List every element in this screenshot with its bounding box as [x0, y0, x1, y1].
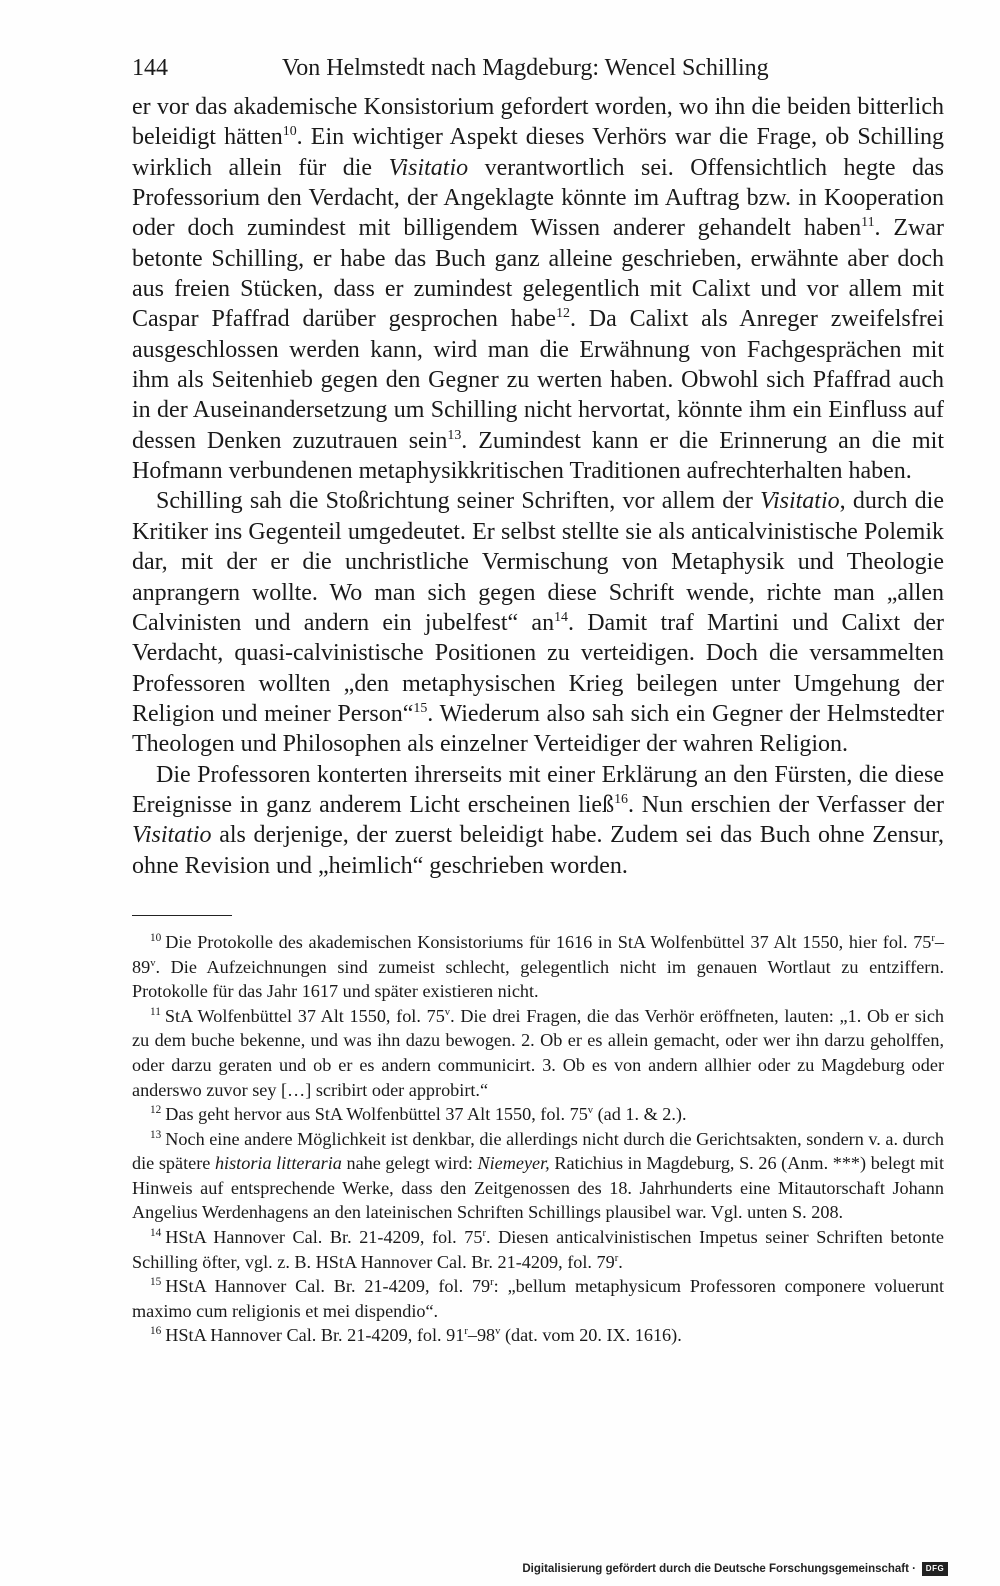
- footnote-ref-10[interactable]: 10: [282, 124, 297, 140]
- text-run: Ratichius in Magdeburg, S. 26 (Anm. ***) belegt mit Hinweis auf entsprechende Werke, dass den Zeitgenossen des 18. Jahrhunderts eine Mitautorschaft Johann Angelius Werdenhagens an den lateinischen Schriften Schillings plausibel war. Vgl. unten S. 208.: [132, 1153, 945, 1223]
- footnote-divider: [132, 915, 232, 916]
- footnote-14: [132, 1225, 944, 1274]
- text-run: .: [618, 1251, 623, 1272]
- text-run: –89: [132, 931, 944, 977]
- footnote-16: [132, 1323, 944, 1348]
- footnote-number: 15: [150, 1276, 162, 1289]
- folio-side: v: [587, 1105, 594, 1117]
- book-page: [132, 52, 944, 1348]
- text-run: Noch eine andere Möglichkeit ist denkbar, die allerdings nicht durch die Gerichtsakten, sondern v. a. durch die spätere: [132, 1128, 944, 1174]
- italic-title: Visitatio: [132, 822, 212, 849]
- text-run: –98: [467, 1325, 496, 1346]
- text-run: Das geht hervor aus StA Wolfenbüttel 37 Alt 1550, fol. 75: [165, 1104, 588, 1125]
- text-run: , durch die Kritiker ins Gegenteil umgedeutet. Er selbst stellte sie als anticalvinistische Polemik dar, mit der er die unchristliche Vermischung von Metaphysik und Theologie anprangern wollte. Wo man sich gegen diese Schrift wende, richte man „allen Calvinisten und andern ein jubelfest“ an: [132, 488, 945, 636]
- text-run: . Ein wichtiger Aspekt dieses Verhörs war die Frage, ob Schilling wirklich allein für die: [132, 124, 945, 181]
- footnote-number: 10: [150, 931, 162, 944]
- text-run: HStA Hannover Cal. Br. 21-4209, fol. 91: [165, 1325, 465, 1346]
- running-head: [132, 52, 944, 92]
- text-run: . Nun erschien der Verfasser der: [628, 791, 944, 818]
- folio-side: r: [614, 1252, 619, 1264]
- digitization-credit: [522, 1562, 948, 1576]
- footnote-number: 16: [150, 1325, 162, 1338]
- footnote-15: [132, 1274, 944, 1323]
- text-run: verantwortlich sei. Offensichtlich hegte das Professorium den Verdacht, der Angeklagte könnte im Auftrag bzw. in Kooperation oder doch zumindest mit billigendem Wissen anderer gehandelt haben: [132, 154, 945, 242]
- text-run: als derjenige, der zuerst beleidigt habe. Zudem sei das Buch ohne Zensur, ohne Revision und „heimlich“ geschrieben worden.: [132, 822, 944, 879]
- footnote-number: 12: [150, 1104, 162, 1117]
- footnote-ref-11[interactable]: 11: [861, 215, 875, 231]
- footnote-number: 11: [150, 1005, 161, 1018]
- footnote-ref-14[interactable]: 14: [554, 609, 568, 625]
- footnote-11: [132, 1004, 944, 1102]
- folio-side: v: [495, 1326, 501, 1338]
- running-title: Von Helmstedt nach Magdeburg: Wencel Schilling: [282, 55, 769, 81]
- paragraph-1: [132, 92, 944, 486]
- paragraph-3: [132, 760, 944, 881]
- footnote-ref-16[interactable]: 16: [614, 791, 628, 807]
- footnote-ref-13[interactable]: 13: [447, 427, 462, 443]
- text-run: Die Professoren konterten ihrerseits mit einer Erklärung an den Fürsten, die diese Ereignisse in ganz anderem Licht erscheinen ließ: [132, 761, 944, 818]
- text-run: er vor das akademische Konsistorium gefordert worden, wo ihn die beiden bitterlich beleidigt hätten: [132, 94, 944, 151]
- text-run: (ad 1. & 2.).: [593, 1104, 687, 1125]
- footnote-ref-12[interactable]: 12: [556, 306, 570, 322]
- body-text: [132, 92, 944, 881]
- italic-author: Niemeyer,: [477, 1153, 550, 1174]
- text-run: . Da Calixt als Anreger zweifelsfrei ausgeschlossen werden kann, wird man die Erwähnung von Fachgesprächen mit ihm als Seitenhieb gegen den Gegner zu werten haben. Obwohl sich Pfaffrad auch in der Auseinandersetzung um Schilling nicht hervortat, könnte ihm ein Einfluss auf dessen Denken zuzutrauen sein: [132, 306, 945, 454]
- footnote-12: [132, 1102, 944, 1127]
- text-run: HStA Hannover Cal. Br. 21-4209, fol. 75: [165, 1227, 483, 1248]
- text-run: . Zumindest kann er die Erinnerung an die mit Hofmann verbundenen metaphysikkritischen Traditionen aufrechterhalten haben.: [132, 427, 944, 485]
- italic-title: Visitatio: [760, 488, 840, 515]
- text-run: : „bellum metaphysicum Professoren componere voluerunt maximo cum religionis et mei dispendio“.: [132, 1276, 945, 1321]
- digitization-text: Digitalisierung gefördert durch die Deutsche Forschungsgemeinschaft ·: [522, 1563, 916, 1575]
- text-run: StA Wolfenbüttel 37 Alt 1550, fol. 75: [164, 1005, 445, 1026]
- italic-title: Visitatio: [388, 154, 469, 181]
- footnotes: [132, 930, 944, 1348]
- folio-side: v: [150, 957, 156, 969]
- footnote-number: 13: [150, 1128, 162, 1141]
- paragraph-2: [132, 486, 944, 759]
- folio-side: r: [464, 1326, 468, 1338]
- folio-side: r: [931, 932, 935, 944]
- footnote-number: 14: [150, 1227, 162, 1239]
- text-run: . Damit traf Martini und Calixt der Verdacht, quasi-calvinistische Positionen zu verteidigen. Doch die versammelten Professoren wollten „den metaphysischen Krieg beilegen unter Umgehung der Religion und meiner Person“: [132, 609, 944, 727]
- text-run: . Wiederum also sah sich ein Gegner der Helmstedter Theologen und Philosophen als einzelner Verteidiger der wahren Religion.: [132, 700, 945, 758]
- text-run: HStA Hannover Cal. Br. 21-4209, fol. 79: [165, 1276, 491, 1297]
- dfg-logo-icon: DFG: [922, 1562, 948, 1576]
- text-run: (dat. vom 20. IX. 1616).: [500, 1325, 682, 1346]
- folio-side: r: [490, 1277, 494, 1289]
- text-run: . Zwar betonte Schilling, er habe das Buch ganz alleine geschrieben, erwähnte aber doch aus freien Stücken, dass er zumindest gelegentlich mit Calixt und vor allem mit Caspar Pfaffrad darüber gesprochen habe: [132, 215, 945, 333]
- text-run: . Die Aufzeichnungen sind zumeist schlecht, gelegentlich nicht im genauen Wortlaut zu entziffern. Protokolle für das Jahr 1617 und später existieren nicht.: [132, 956, 944, 1002]
- text-run: Die Protokolle des akademischen Konsistoriums für 1616 in StA Wolfenbüttel 37 Alt 1550, hier fol. 75: [165, 931, 932, 952]
- folio-side: v: [444, 1006, 451, 1018]
- text-run: . Diesen anticalvinistischen Impetus seiner Schriften betonte Schilling öfter, vgl. z. B. HStA Hannover Cal. Br. 21-4209, fol. 79: [132, 1227, 944, 1272]
- page-number: 144: [132, 55, 168, 81]
- italic-term: historia litteraria: [214, 1153, 342, 1174]
- footnote-13: [132, 1127, 944, 1225]
- text-run: nahe gelegt wird:: [341, 1153, 478, 1174]
- folio-side: r: [482, 1228, 486, 1239]
- text-run: Schilling sah die Stoßrichtung seiner Schriften, vor allem der: [156, 488, 761, 515]
- text-run: . Die drei Fragen, die das Verhör eröffneten, lauten: „1. Ob er sich zu dem buche bekenne, und was ihn dazu bewogen. 2. Ob er es allein gemacht, oder wer ihn darzu geholffen, oder darzu geraten und ob er es andern communicirt. 3. Ob es von andern allhier oder zu Magdeburg oder anderswo zuvor sey […] scribirt oder approbirt.“: [132, 1005, 944, 1100]
- footnote-10: [132, 930, 944, 1004]
- footnote-ref-15[interactable]: 15: [413, 700, 428, 716]
